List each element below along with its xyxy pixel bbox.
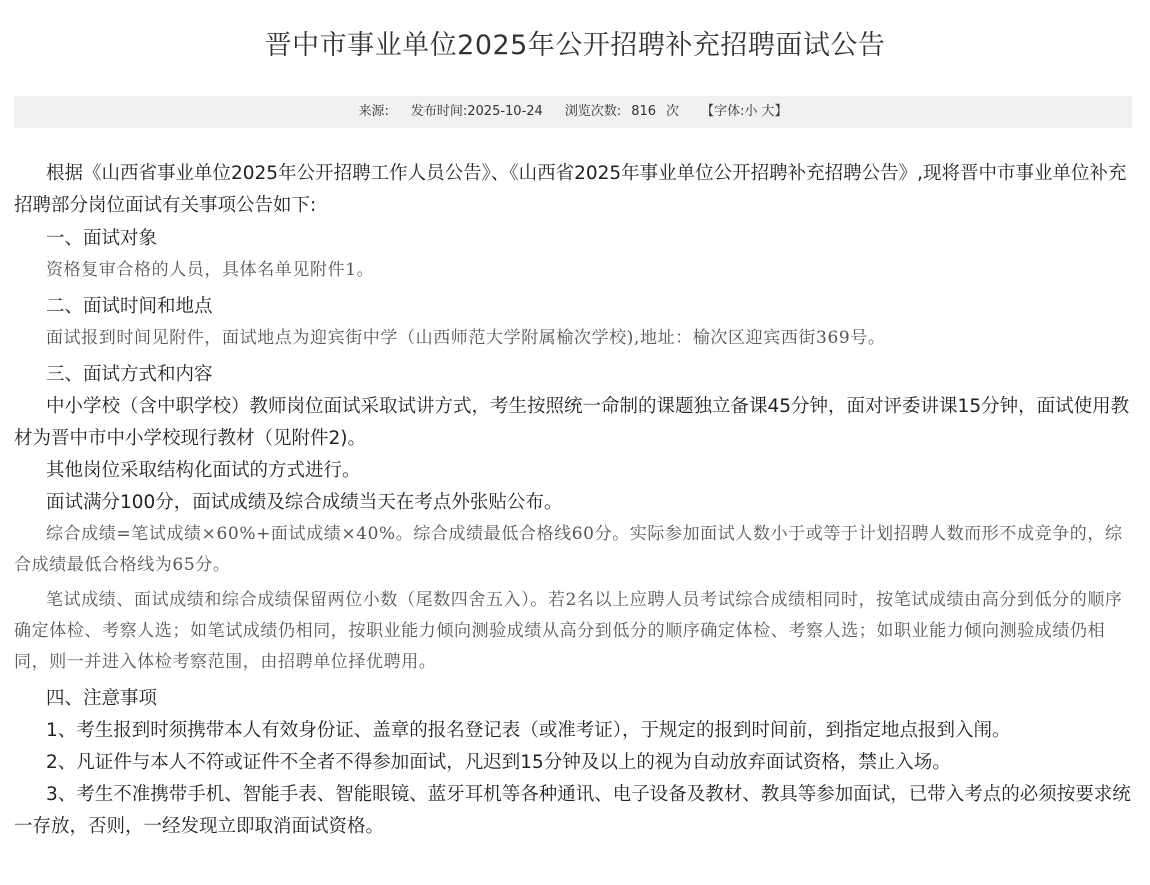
paragraph-candidates: 资格复审合格的人员，具体名单见附件1。 bbox=[46, 260, 375, 280]
font-size-close: 】 bbox=[774, 104, 788, 119]
section-heading-4: 四、注意事项 bbox=[46, 688, 158, 709]
paragraph-tie-break: 笔试成绩、面试成绩和综合成绩保留两位小数（尾数四舍五入）。若2名以上应聘人员考试综合成绩相同时，按笔试成绩由高分到低分的顺序确定体检、考察人选；如笔试成绩仍相同，按职业能力倾向测验成绩从高分到低分的顺序确定体检、考察人选；如职业能力倾向测验成绩仍相同，则一并进入体检考察范围，由招聘单位择优聘用。 bbox=[14, 590, 1123, 672]
views-unit: 次 bbox=[666, 104, 680, 119]
section-heading-1: 一、面试对象 bbox=[46, 228, 158, 249]
paragraph-other-posts: 其他岗位采取结构化面试的方式进行。 bbox=[46, 460, 361, 481]
font-size-open: 【字体: bbox=[701, 104, 745, 119]
paragraph-full-score: 面试满分100分，面试成绩及综合成绩当天在考点外张贴公布。 bbox=[46, 492, 563, 513]
notice-item-2: 2、凡证件与本人不符或证件不全者不得参加面试，凡迟到15分钟及以上的视为自动放弃面试资格，禁止入场。 bbox=[46, 752, 951, 773]
notice-item-1: 1、考生报到时须携带本人有效身份证、盖章的报名登记表（或准考证），于规定的报到时间前，到指定地点报到入闱。 bbox=[46, 720, 1011, 741]
article-meta-bar bbox=[14, 96, 1132, 128]
font-small-link[interactable]: 小 bbox=[744, 104, 758, 119]
paragraph-time-place: 面试报到时间见附件，面试地点为迎宾街中学（山西师范大学附属榆次学校),地址：榆次区迎宾西街369号。 bbox=[46, 328, 886, 348]
source-label: 来源: bbox=[358, 104, 389, 119]
page-title: 晋中市事业单位2025年公开招聘补充招聘面试公告 bbox=[264, 30, 886, 61]
views-count: 816 bbox=[631, 104, 657, 119]
notice-item-3: 3、考生不准携带手机、智能手表、智能眼镜、蓝牙耳机等各种通讯、电子设备及教材、教具等参加面试，已带入考点的必须按要求统一存放，否则，一经发现立即取消面试资格。 bbox=[14, 784, 1131, 837]
paragraph-composite-score: 综合成绩=笔试成绩×60%+面试成绩×40%。综合成绩最低合格线60分。实际参加面试人数小于或等于计划招聘人数而形不成竞争的，综合成绩最低合格线为65分。 bbox=[14, 524, 1123, 575]
font-large-link[interactable]: 大 bbox=[761, 104, 775, 119]
intro-paragraph: 根据《山西省事业单位2025年公开招聘工作人员公告》、《山西省2025年事业单位公开招聘补充招聘公告》,现将晋中市事业单位补充招聘部分岗位面试有关事项公告如下: bbox=[14, 163, 1127, 216]
article-body bbox=[14, 158, 1134, 843]
publish-label: 发布时间: bbox=[410, 104, 468, 119]
publish-date: 2025-10-24 bbox=[467, 104, 543, 119]
section-heading-2: 二、面试时间和地点 bbox=[46, 296, 213, 317]
views-label: 浏览次数: bbox=[564, 104, 622, 119]
paragraph-teacher-interview: 中小学校（含中职学校）教师岗位面试采取试讲方式，考生按照统一命制的课题独立备课45分钟，面对评委讲课15分钟，面试使用教材为晋中市中小学校现行教材（见附件2)。 bbox=[14, 396, 1130, 449]
section-heading-3: 三、面试方式和内容 bbox=[46, 364, 213, 385]
